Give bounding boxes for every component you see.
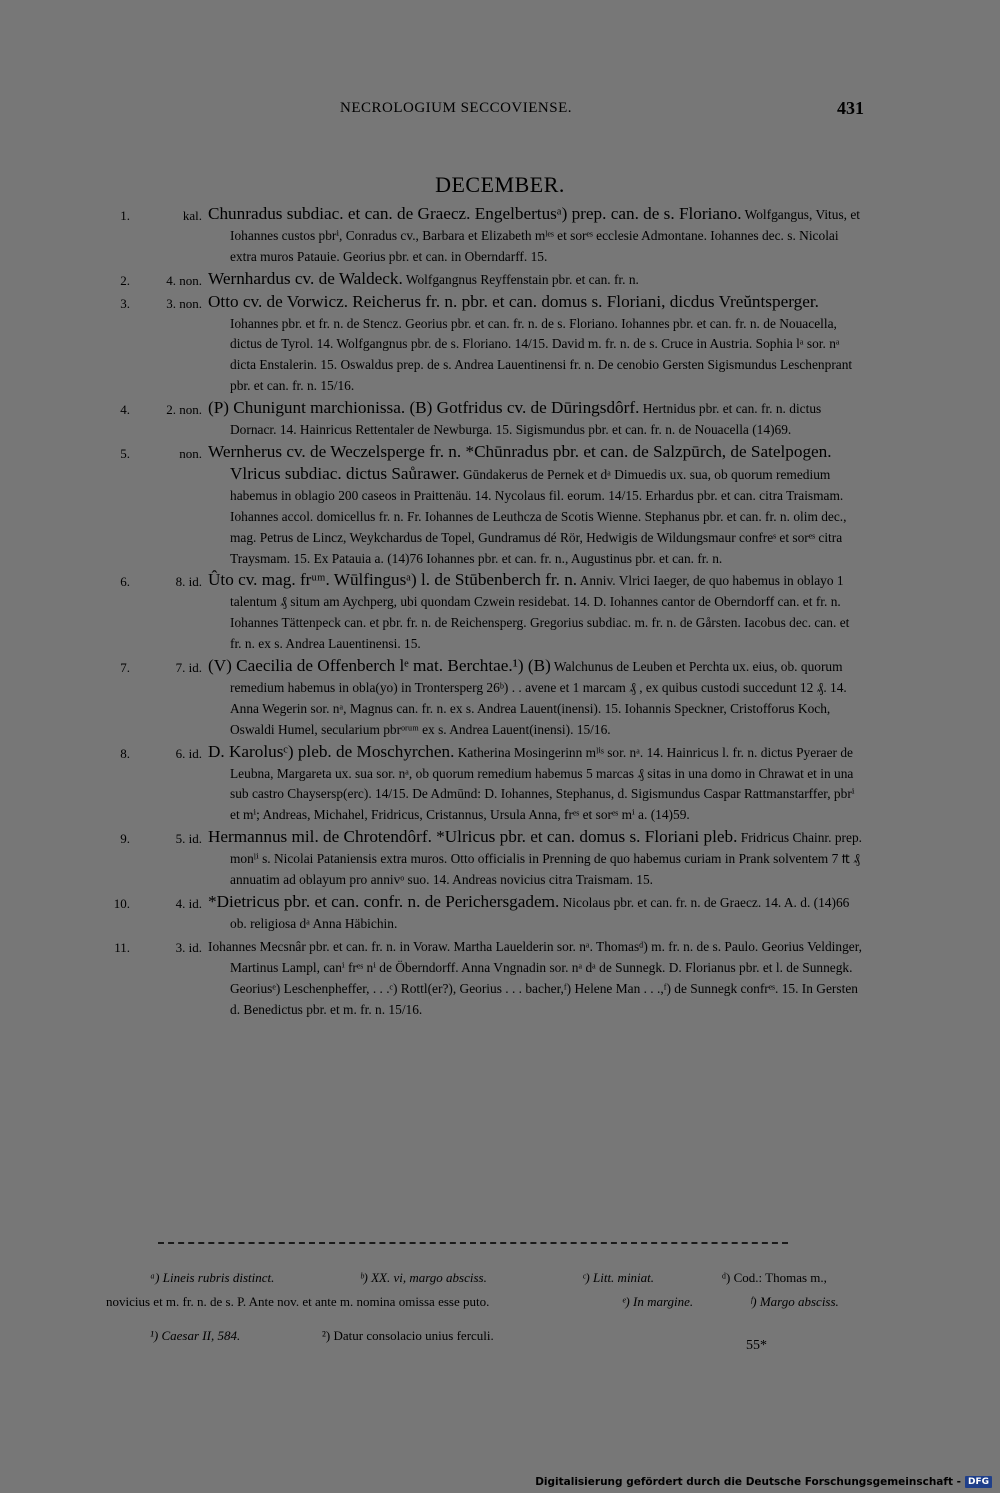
entry-lead-names: *Dietricus pbr. et can. confr. n. de Perichersgadem. — [208, 892, 560, 911]
entry-additional-names: Wolfgangus, Vitus, et Iohannes custos pbrⁱ, Conradus cv., Barbara et Elizabeth mˡᵉˢ et sorᵉˢ ecclesie Admontane. Iohannes dec. s. Nicolai extra muros Patauie. Georius pbr. et can. in Oberndarff. 15. — [230, 207, 861, 264]
dfg-credit — [535, 1474, 992, 1490]
entry-body — [208, 936, 864, 1021]
entry-additional-names: Wolfgangnus Reyffenstain pbr. et can. fr. n. — [405, 271, 639, 287]
entry-lead-names: Wernhardus cv. de Waldeck. — [208, 268, 403, 288]
entry-additional-names: Katherina Mosingerinn mˡⁱˢ sor. nᵃ. 14. Hainricus l. fr. n. dictus Pyeraer de Leubna, Margareta ux. sua sor. nᵃ, ob quorum remedium habemus 5 marcas ₰ sitas in una domo in Chrawat et in una sub castro Chaysersp(erc). 14/15. De Admūnd: D. Iohannes, Stephanus, d. Sigismundus Caspar Rattmanstarffer, pbrⁱ et mⁱ; Andreas, Michahel, Fridricus, Cristannus, Ursula Anna, frᵉˢ et sorᵉˢ mⁱ a. (14)59. — [230, 744, 855, 823]
necrology-entries — [0, 204, 1000, 1021]
entry-lead-names: D. Karolusᶜ) pleb. de Moschyrchen. — [208, 741, 455, 761]
entry-additional-names: Anniv. Vlrici Iaeger, de quo habemus in oblayo 1 talentum ₰ situm am Aychperg, ubi quondam Czwein residebat. 14. D. Iohannes cantor de Oberndorff can. et fr. n. Iohannes Tättenpeck can. et pbr. fr. n. de Reichensperg. Gregorius subdiac. m. fr. n. de Gårsten. Iacobus dec. can. et fr. n. ex s. Andrea Lauentinensi. 15. — [230, 573, 850, 652]
entry-lead-names: Wernherus cv. de Weczelsperge fr. n. *Chūnradus pbr. et can. de Salzpūrch, de Satelpogen. Vlricus subdiac. dictus Saůrawer. — [208, 441, 832, 483]
entry-text — [208, 292, 864, 398]
necrology-entry — [0, 656, 1000, 741]
entry-day-number: 10. — [113, 896, 130, 911]
entry-additional-names: Nicolaus pbr. et can. fr. n. de Graecz. 14. A. d. (14)66 ob. religiosa dᵃ Anna Häbichin. — [230, 895, 850, 931]
dfg-credit-text: Digitalisierung gefördert durch die Deutsche Forschungsgemeinschaft - — [535, 1476, 961, 1488]
entry-lead-names: (V) Caecilia de Offenberch lᵉ mat. Berchtae.¹) (B) — [208, 656, 551, 676]
footnote-d: ᵈ) Cod.: Thomas m., — [722, 1270, 827, 1285]
entry-lead-names: Hermannus mil. de Chrotendôrf. *Ulricus pbr. et can. domus s. Floriani pleb. — [208, 827, 738, 847]
footnote-2: ²) Datur consolacio unius ferculi. — [322, 1328, 494, 1343]
entry-text — [208, 892, 864, 935]
entry-text — [208, 656, 864, 741]
entry-day-number: 6. — [120, 574, 130, 590]
entry-calendar-day: 8. id. — [175, 574, 202, 590]
footnote-1: ¹) Caesar II, 584. — [150, 1328, 241, 1343]
footnote-c: ᶜ) Litt. miniat. — [582, 1270, 655, 1285]
entry-body — [208, 827, 864, 891]
running-title: NECROLOGIUM SECCOVIENSE. — [340, 100, 573, 116]
necrology-entry — [0, 292, 1000, 398]
footnote-b: ᵇ) XX. vi, margo absciss. — [360, 1270, 487, 1285]
entry-body — [208, 742, 864, 827]
entry-body — [208, 570, 864, 655]
entry-day-number: 9. — [120, 831, 130, 847]
entry-text — [208, 269, 864, 291]
page-number: 431 — [837, 98, 864, 118]
entry-body — [208, 204, 864, 268]
footnote-e: ᵉ) In margine. — [622, 1294, 694, 1309]
necrology-entry — [0, 936, 1000, 1021]
necrology-entry — [0, 892, 1000, 935]
entry-lead-names: Ûto cv. mag. frᵘᵐ. Wūlfingusᵃ) l. de Stūbenberch fr. n. — [208, 570, 578, 590]
entry-body — [208, 398, 864, 441]
entry-text — [208, 570, 864, 655]
necrology-entry — [0, 442, 1000, 569]
entry-day-number: 1. — [120, 208, 130, 223]
month-heading: DECEMBER. — [435, 172, 565, 197]
dfg-logo: DFG — [965, 1476, 992, 1488]
entry-lead-names: (P) Chunigunt marchionissa. (B) Gotfridus cv. de Dūringsdôrf. — [208, 398, 640, 418]
entry-text — [208, 936, 864, 1021]
necrology-entry — [0, 398, 1000, 441]
entry-body — [208, 656, 864, 741]
entry-calendar-day: non. — [179, 445, 202, 461]
footnote-d-continued: novicius et m. fr. n. de s. P. Ante nov. et ante m. nomina omissa esse puto. — [106, 1294, 490, 1309]
entry-day-number: 8. — [120, 745, 130, 761]
entry-lead-names: Otto cv. de Vorwicz. Reicherus fr. n. pbr. et can. domus s. Floriani, dicdus Vreŭntsperger. — [208, 291, 819, 311]
gathering-signature: 55* — [746, 1338, 767, 1353]
necrology-entry — [0, 204, 1000, 268]
entry-additional-names: Hertnidus pbr. et can. fr. n. dictus Dornacr. 14. Hainricus Rettentaler de Newburga. 15. Sigismundus pbr. et can. fr. n. de Nouacella (14)69. — [230, 401, 822, 438]
entry-additional-names: Fridricus Chainr. prep. monˡⁱ s. Nicolai Pataniensis extra muros. Otto officialis in Prenning de quo habemus curiam in Prank solventem 7 ₶ ₰ annuatim ad oblayum pro annivᵒ suo. 14. Andreas novicius citra Traismam. 15. — [230, 830, 862, 888]
footnote-f: ᶠ) Margo absciss. — [750, 1294, 839, 1309]
entry-calendar-day: 3. id. — [175, 939, 202, 955]
entry-calendar-day: 3. non. — [166, 295, 202, 311]
necrology-entry — [0, 742, 1000, 827]
entry-calendar-day: 7. id. — [175, 660, 202, 676]
entry-text — [208, 398, 864, 441]
entry-day-number: 2. — [120, 272, 130, 288]
entry-body — [208, 292, 864, 398]
entry-calendar-day: kal. — [182, 208, 202, 223]
entry-calendar-day: 4. non. — [166, 272, 202, 288]
footnote-a: ᵃ) Lineis rubris distinct. — [150, 1270, 275, 1285]
entry-body — [208, 269, 864, 291]
necrology-entry — [0, 269, 1000, 291]
entry-text — [208, 204, 864, 268]
entry-lead-names: Chunradus subdiac. et can. de Graecz. Engelbertusᵃ) prep. can. de s. Floriano. — [208, 204, 742, 223]
footnote-separator — [158, 1242, 788, 1244]
necrology-entry — [0, 570, 1000, 655]
entry-text — [208, 442, 864, 569]
running-head — [0, 100, 1000, 124]
entry-body — [208, 892, 864, 935]
entry-additional-names: Iohannes Mecsnâr pbr. et can. fr. n. in Voraw. Martha Lauelderin sor. nᵃ. Thomasᵈ) m. fr. n. de s. Paulo. Georius Veldinger, Martinus Lampl, canⁱ frᵉˢ nⁱ de Öberndorff. Anna Vngnadin sor. nᵃ dᵃ de Sunnegk. D. Florianus pbr. et l. de Sunnegk. Georiusᵉ) Leschenpheffer, . . .ᶜ) Rottl(er?), Georius . . . bacher,ᶠ) Helene Man . . .,ᶠ) de Sunnegk confrᵉˢ. 15. In Gersten d. Benedictus pbr. et m. fr. n. 15/16. — [208, 938, 862, 1017]
entry-additional-names: Gūndakerus de Pernek et dᵃ Dimuedis ux. sua, ob quorum remedium habemus in oblagio 200 caseos in Praittenäu. 14. Nycolaus fil. eorum. 14/15. Erhardus pbr. et can. citra Traismam. Iohannes accol. domicellus fr. n. Fr. Iohannes de Leuthcza de Scotis Wienne. Stephanus pbr. et can. fr. n. olim dec., mag. Petrus de Lincz, Weykchardus de Topel, Gundramus dé Rör, Hedwigis de Wildungsmaur confreˢ et sorᵉˢ citra Traysmam. 15. Ex Patauia a. (14)76 Iohannes pbr. et can. fr. n., Augustinus pbr. et can. fr. n. — [230, 466, 847, 566]
entry-text — [208, 742, 864, 827]
entry-calendar-day: 4. id. — [175, 896, 202, 911]
necrology-entry — [0, 827, 1000, 891]
entry-day-number: 7. — [120, 660, 130, 676]
entry-calendar-day: 2. non. — [166, 402, 202, 418]
entry-calendar-day: 6. id. — [175, 745, 202, 761]
entry-additional-names: Walchunus de Leuben et Perchta ux. eius, ob. quorum remedium habemus in obla(yo) in Trontersperg 26ᵇ) . . avene et 1 marcam ₰ , ex quibus custodi succedunt 12 ₰. 14. Anna Wegerin sor. nᵃ, Magnus can. fr. n. ex s. Andrea Lauent(inensi). 15. Iohannis Speckner, Cristofforus Koch, Oswaldi Humel, secularium pbrᵒʳᵘᵐ ex s. Andrea Lauent(inensi). 15/16. — [230, 659, 847, 737]
entry-text — [208, 827, 864, 891]
entry-calendar-day: 5. id. — [175, 831, 202, 847]
entry-additional-names: Iohannes pbr. et fr. n. de Stencz. Georius pbr. et can. fr. n. de s. Floriano. Iohannes pbr. et can. fr. n. de Nouacella, dictus de Tyrol. 14. Wolfgangnus pbr. de s. Floriano. 14/15. David m. fr. n. de s. Cruce in Austria. Sophia lᵃ sor. nᵃ dicta Enstalerin. 15. Oswaldus prep. de s. Andrea Lauentinensi fr. n. De cenobio Gersten Sigismundus Leschenprant pbr. et can. fr. n. 15/16. — [230, 315, 853, 394]
entry-body — [208, 442, 864, 569]
entry-day-number: 4. — [120, 402, 130, 418]
entry-day-number: 3. — [120, 295, 130, 311]
entry-day-number: 11. — [114, 939, 130, 955]
entry-day-number: 5. — [120, 445, 130, 461]
